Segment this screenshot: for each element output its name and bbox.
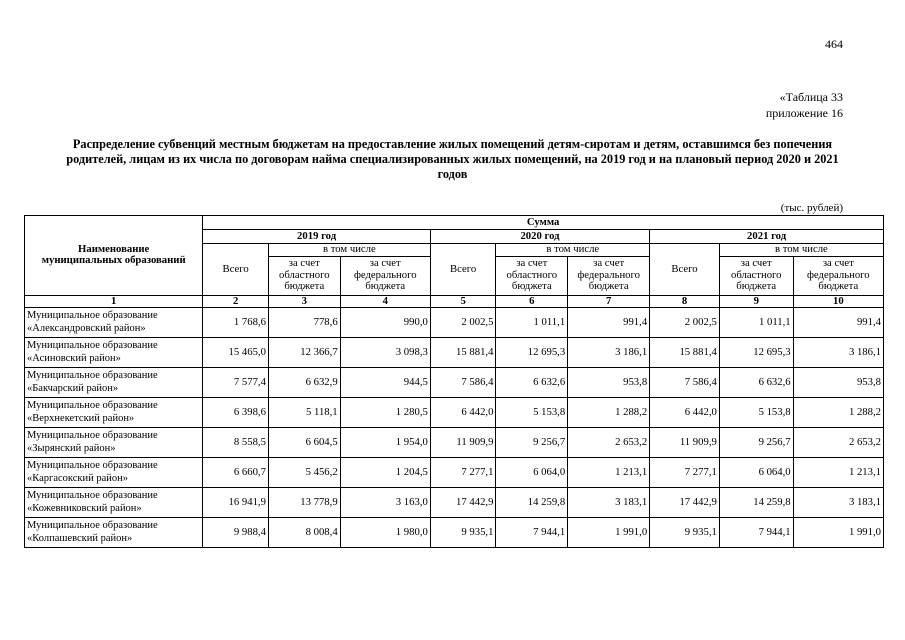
amount-cell: 6 064,0 xyxy=(496,457,568,487)
table-row xyxy=(25,307,884,337)
municipality-type: Муниципальное образование xyxy=(27,400,158,411)
page-number: 464 xyxy=(825,37,843,51)
amount-cell: 17 442,9 xyxy=(650,487,720,517)
amount-cell: 9 988,4 xyxy=(203,517,269,547)
column-number: 4 xyxy=(340,295,430,307)
amount-cell: 3 186,1 xyxy=(793,337,883,367)
amount-cell: 6 632,6 xyxy=(496,367,568,397)
municipality-district: «Колпашевский район» xyxy=(27,533,133,544)
amount-cell: 991,4 xyxy=(568,307,650,337)
amount-cell: 2 653,2 xyxy=(568,427,650,457)
amount-cell: 1 991,0 xyxy=(568,517,650,547)
header-federal-2021: за счет федерального бюджета xyxy=(793,256,883,295)
amount-cell: 9 935,1 xyxy=(430,517,496,547)
table-row xyxy=(25,367,884,397)
municipality-type: Муниципальное образование xyxy=(27,340,158,351)
amount-cell: 13 778,9 xyxy=(268,487,340,517)
amount-cell: 6 632,6 xyxy=(719,367,793,397)
amount-cell: 7 586,4 xyxy=(430,367,496,397)
amount-cell: 3 098,3 xyxy=(340,337,430,367)
document-title: Распределение субвенций местным бюджетам на предоставление жилых помещений детям-сиротам и детям, оставшимся без попечения родителей, лицам из их числа по договорам найма специализированных жилых помещений, на 2019 год и на плановый период 2020 и 2021 годов xyxy=(66,137,839,181)
amount-cell: 953,8 xyxy=(568,367,650,397)
amount-cell: 14 259,8 xyxy=(719,487,793,517)
amount-cell: 1 954,0 xyxy=(340,427,430,457)
amount-cell: 3 186,1 xyxy=(568,337,650,367)
amount-cell: 15 881,4 xyxy=(430,337,496,367)
header-federal-2019: за счет федерального бюджета xyxy=(340,256,430,295)
column-number: 1 xyxy=(25,295,203,307)
amount-cell: 5 153,8 xyxy=(496,397,568,427)
municipality-district: «Каргасокский район» xyxy=(27,473,129,484)
municipality-district: «Верхнекетский район» xyxy=(27,413,135,424)
amount-cell: 12 695,3 xyxy=(496,337,568,367)
header-year-2020: 2020 год xyxy=(430,230,649,244)
amount-cell: 7 277,1 xyxy=(430,457,496,487)
amount-cell: 17 442,9 xyxy=(430,487,496,517)
column-number: 6 xyxy=(496,295,568,307)
amount-cell: 1 991,0 xyxy=(793,517,883,547)
municipality-name xyxy=(25,307,203,337)
municipality-type: Муниципальное образование xyxy=(27,460,158,471)
municipality-district: «Асиновский район» xyxy=(27,353,121,364)
municipality-district: «Александровский район» xyxy=(27,323,146,334)
municipality-name xyxy=(25,457,203,487)
amount-cell: 14 259,8 xyxy=(496,487,568,517)
amount-cell: 5 118,1 xyxy=(268,397,340,427)
header-total-2021: Всего xyxy=(650,244,720,296)
column-number: 10 xyxy=(793,295,883,307)
amount-cell: 1 011,1 xyxy=(496,307,568,337)
amount-cell: 1 288,2 xyxy=(793,397,883,427)
subvention-table xyxy=(24,215,884,548)
amount-cell: 1 980,0 xyxy=(340,517,430,547)
amount-cell: 6 632,9 xyxy=(268,367,340,397)
column-number: 5 xyxy=(430,295,496,307)
amount-cell: 944,5 xyxy=(340,367,430,397)
table-row xyxy=(25,397,884,427)
amount-cell: 12 366,7 xyxy=(268,337,340,367)
amount-cell: 2 002,5 xyxy=(430,307,496,337)
header-year-2019: 2019 год xyxy=(203,230,431,244)
header-total-2020: Всего xyxy=(430,244,496,296)
appendix-reference xyxy=(766,89,843,121)
amount-cell: 8 558,5 xyxy=(203,427,269,457)
municipality-name xyxy=(25,427,203,457)
amount-cell: 15 465,0 xyxy=(203,337,269,367)
amount-cell: 5 456,2 xyxy=(268,457,340,487)
amount-cell: 9 935,1 xyxy=(650,517,720,547)
amount-cell: 12 695,3 xyxy=(719,337,793,367)
municipality-type: Муниципальное образование xyxy=(27,520,158,531)
amount-cell: 8 008,4 xyxy=(268,517,340,547)
table-row xyxy=(25,517,884,547)
column-number: 9 xyxy=(719,295,793,307)
municipality-type: Муниципальное образование xyxy=(27,310,158,321)
amount-cell: 11 909,9 xyxy=(430,427,496,457)
municipality-district: «Бакчарский район» xyxy=(27,383,119,394)
amount-cell: 7 944,1 xyxy=(496,517,568,547)
amount-cell: 7 277,1 xyxy=(650,457,720,487)
amount-cell: 3 183,1 xyxy=(793,487,883,517)
table-label: «Таблица 33 xyxy=(779,90,843,104)
amount-cell: 16 941,9 xyxy=(203,487,269,517)
amount-cell: 15 881,4 xyxy=(650,337,720,367)
header-federal-2020: за счет федерального бюджета xyxy=(568,256,650,295)
appendix-label: приложение 16 xyxy=(765,106,843,120)
column-number: 3 xyxy=(268,295,340,307)
amount-cell: 1 011,1 xyxy=(719,307,793,337)
amount-cell: 11 909,9 xyxy=(650,427,720,457)
municipality-type: Муниципальное образование xyxy=(27,370,158,381)
amount-cell: 1 288,2 xyxy=(568,397,650,427)
table-row xyxy=(25,487,884,517)
amount-cell: 953,8 xyxy=(793,367,883,397)
header-including-2019: в том числе xyxy=(268,244,430,257)
header-sum: Сумма xyxy=(203,216,884,230)
column-number: 2 xyxy=(203,295,269,307)
header-regional-2019: за счет областного бюджета xyxy=(268,256,340,295)
municipality-type: Муниципальное образование xyxy=(27,430,158,441)
units-label: (тыс. рублей) xyxy=(780,202,843,214)
header-regional-2020: за счет областного бюджета xyxy=(496,256,568,295)
amount-cell: 6 660,7 xyxy=(203,457,269,487)
amount-cell: 9 256,7 xyxy=(719,427,793,457)
amount-cell: 2 002,5 xyxy=(650,307,720,337)
amount-cell: 7 586,4 xyxy=(650,367,720,397)
amount-cell: 991,4 xyxy=(793,307,883,337)
header-including-2021: в том числе xyxy=(719,244,883,257)
column-number-row xyxy=(25,295,884,307)
amount-cell: 6 604,5 xyxy=(268,427,340,457)
column-number: 7 xyxy=(568,295,650,307)
municipality-district: «Кожевниковский район» xyxy=(27,503,142,514)
amount-cell: 6 064,0 xyxy=(719,457,793,487)
amount-cell: 5 153,8 xyxy=(719,397,793,427)
amount-cell: 1 204,5 xyxy=(340,457,430,487)
amount-cell: 1 213,1 xyxy=(568,457,650,487)
header-year-2021: 2021 год xyxy=(650,230,884,244)
amount-cell: 1 280,5 xyxy=(340,397,430,427)
amount-cell: 7 577,4 xyxy=(203,367,269,397)
amount-cell: 778,6 xyxy=(268,307,340,337)
amount-cell: 6 442,0 xyxy=(650,397,720,427)
amount-cell: 9 256,7 xyxy=(496,427,568,457)
municipality-name xyxy=(25,367,203,397)
amount-cell: 2 653,2 xyxy=(793,427,883,457)
municipality-name xyxy=(25,397,203,427)
municipality-district: «Зырянский район» xyxy=(27,443,116,454)
header-including-2020: в том числе xyxy=(496,244,650,257)
amount-cell: 990,0 xyxy=(340,307,430,337)
amount-cell: 3 183,1 xyxy=(568,487,650,517)
amount-cell: 3 163,0 xyxy=(340,487,430,517)
header-municipality: Наименование муниципальных образований xyxy=(25,216,203,296)
municipality-name xyxy=(25,337,203,367)
table-row xyxy=(25,427,884,457)
municipality-type: Муниципальное образование xyxy=(27,490,158,501)
header-regional-2021: за счет областного бюджета xyxy=(719,256,793,295)
amount-cell: 6 398,6 xyxy=(203,397,269,427)
amount-cell: 7 944,1 xyxy=(719,517,793,547)
table-row xyxy=(25,337,884,367)
header-total-2019: Всего xyxy=(203,244,269,296)
amount-cell: 1 768,6 xyxy=(203,307,269,337)
amount-cell: 1 213,1 xyxy=(793,457,883,487)
column-number: 8 xyxy=(650,295,720,307)
amount-cell: 6 442,0 xyxy=(430,397,496,427)
table-row xyxy=(25,457,884,487)
municipality-name xyxy=(25,487,203,517)
municipality-name xyxy=(25,517,203,547)
